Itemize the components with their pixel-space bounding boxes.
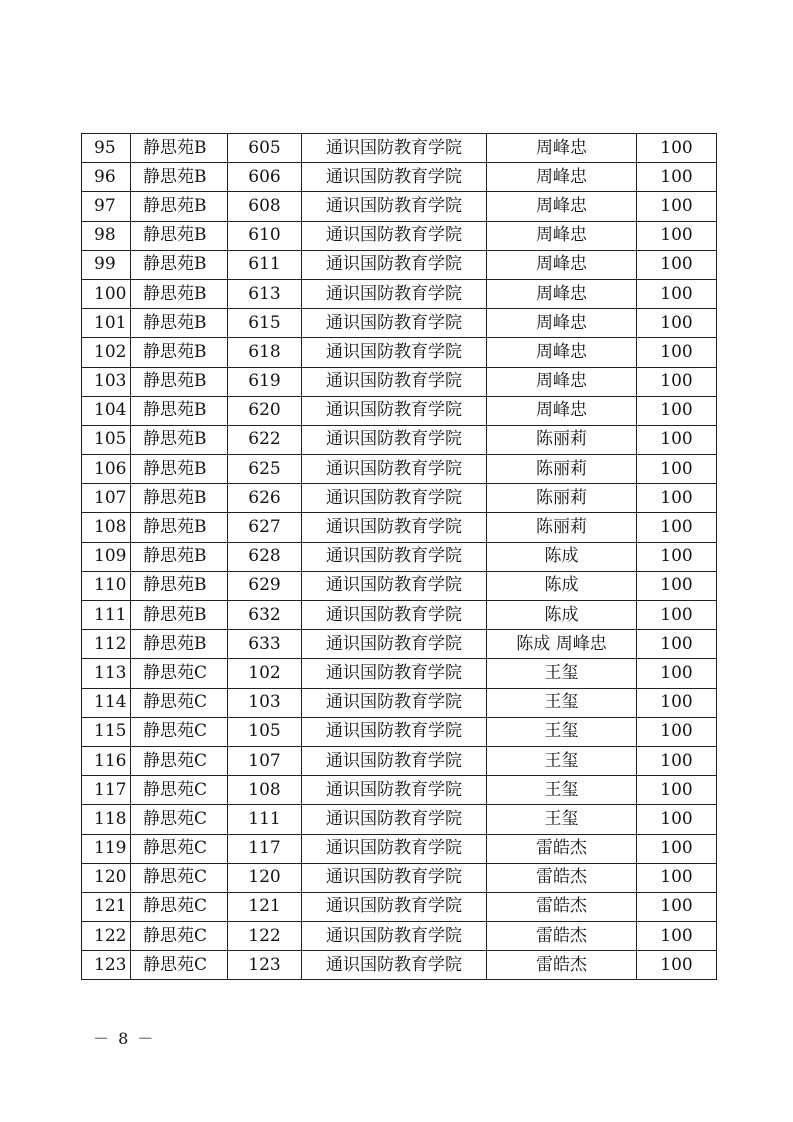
row-number-cell: 95 — [82, 134, 131, 163]
row-number-cell: 118 — [82, 805, 131, 834]
college-cell: 通识国防教育学院 — [302, 834, 487, 863]
building-cell: 静思苑B — [131, 455, 228, 484]
row-number-cell: 107 — [82, 484, 131, 513]
table-row — [82, 367, 717, 396]
room-number-cell: 608 — [228, 192, 302, 221]
row-number-cell: 114 — [82, 688, 131, 717]
instructor-cell: 周峰忠 — [487, 309, 637, 338]
row-number-cell: 120 — [82, 863, 131, 892]
score-cell: 100 — [637, 192, 717, 221]
page-number: － 8 － — [93, 1029, 156, 1048]
building-cell: 静思苑B — [131, 134, 228, 163]
building-cell: 静思苑B — [131, 425, 228, 454]
building-cell: 静思苑C — [131, 688, 228, 717]
row-number-cell: 100 — [82, 279, 131, 308]
instructor-cell: 王玺 — [487, 659, 637, 688]
room-number-cell: 632 — [228, 601, 302, 630]
instructor-cell: 周峰忠 — [487, 221, 637, 250]
score-cell: 100 — [637, 250, 717, 279]
college-cell: 通识国防教育学院 — [302, 571, 487, 600]
college-cell: 通识国防教育学院 — [302, 542, 487, 571]
instructor-cell: 雷皓杰 — [487, 863, 637, 892]
row-number-cell: 105 — [82, 425, 131, 454]
building-cell: 静思苑B — [131, 279, 228, 308]
table-row — [82, 688, 717, 717]
college-cell: 通识国防教育学院 — [302, 367, 487, 396]
college-cell: 通识国防教育学院 — [302, 688, 487, 717]
room-number-cell: 111 — [228, 805, 302, 834]
room-number-cell: 620 — [228, 396, 302, 425]
college-cell: 通识国防教育学院 — [302, 659, 487, 688]
row-number-cell: 108 — [82, 513, 131, 542]
building-cell: 静思苑B — [131, 542, 228, 571]
college-cell: 通识国防教育学院 — [302, 134, 487, 163]
building-cell: 静思苑C — [131, 717, 228, 746]
score-cell: 100 — [637, 396, 717, 425]
dormitory-score-table — [81, 133, 717, 980]
college-cell: 通识国防教育学院 — [302, 805, 487, 834]
table-row — [82, 601, 717, 630]
instructor-cell: 王玺 — [487, 717, 637, 746]
building-cell: 静思苑C — [131, 951, 228, 980]
table-body — [82, 134, 717, 980]
room-number-cell: 611 — [228, 250, 302, 279]
college-cell: 通识国防教育学院 — [302, 513, 487, 542]
room-number-cell: 123 — [228, 951, 302, 980]
table-row — [82, 338, 717, 367]
college-cell: 通识国防教育学院 — [302, 951, 487, 980]
building-cell: 静思苑C — [131, 892, 228, 921]
room-number-cell: 626 — [228, 484, 302, 513]
instructor-cell: 周峰忠 — [487, 367, 637, 396]
row-number-cell: 111 — [82, 601, 131, 630]
instructor-cell: 雷皓杰 — [487, 951, 637, 980]
college-cell: 通识国防教育学院 — [302, 338, 487, 367]
instructor-cell: 陈丽莉 — [487, 425, 637, 454]
college-cell: 通识国防教育学院 — [302, 630, 487, 659]
room-number-cell: 103 — [228, 688, 302, 717]
instructor-cell: 王玺 — [487, 805, 637, 834]
room-number-cell: 622 — [228, 425, 302, 454]
building-cell: 静思苑C — [131, 922, 228, 951]
instructor-cell: 陈丽莉 — [487, 513, 637, 542]
building-cell: 静思苑B — [131, 163, 228, 192]
table-row — [82, 542, 717, 571]
college-cell: 通识国防教育学院 — [302, 746, 487, 775]
row-number-cell: 123 — [82, 951, 131, 980]
table-row — [82, 425, 717, 454]
room-number-cell: 102 — [228, 659, 302, 688]
score-cell: 100 — [637, 892, 717, 921]
score-cell: 100 — [637, 630, 717, 659]
score-cell: 100 — [637, 279, 717, 308]
row-number-cell: 112 — [82, 630, 131, 659]
table-row — [82, 192, 717, 221]
room-number-cell: 122 — [228, 922, 302, 951]
score-cell: 100 — [637, 776, 717, 805]
instructor-cell: 雷皓杰 — [487, 892, 637, 921]
table-row — [82, 951, 717, 980]
room-number-cell: 606 — [228, 163, 302, 192]
table-row — [82, 396, 717, 425]
building-cell: 静思苑C — [131, 776, 228, 805]
score-cell: 100 — [637, 484, 717, 513]
college-cell: 通识国防教育学院 — [302, 279, 487, 308]
row-number-cell: 109 — [82, 542, 131, 571]
room-number-cell: 107 — [228, 746, 302, 775]
score-cell: 100 — [637, 805, 717, 834]
room-number-cell: 108 — [228, 776, 302, 805]
row-number-cell: 121 — [82, 892, 131, 921]
score-cell: 100 — [637, 601, 717, 630]
table-row — [82, 863, 717, 892]
room-number-cell: 613 — [228, 279, 302, 308]
table-row — [82, 922, 717, 951]
row-number-cell: 106 — [82, 455, 131, 484]
instructor-cell: 陈成 周峰忠 — [487, 630, 637, 659]
table-row — [82, 805, 717, 834]
instructor-cell: 王玺 — [487, 776, 637, 805]
instructor-cell: 陈成 — [487, 571, 637, 600]
room-number-cell: 615 — [228, 309, 302, 338]
building-cell: 静思苑C — [131, 863, 228, 892]
college-cell: 通识国防教育学院 — [302, 309, 487, 338]
row-number-cell: 117 — [82, 776, 131, 805]
building-cell: 静思苑B — [131, 630, 228, 659]
row-number-cell: 98 — [82, 221, 131, 250]
score-cell: 100 — [637, 571, 717, 600]
score-cell: 100 — [637, 367, 717, 396]
table-row — [82, 513, 717, 542]
building-cell: 静思苑C — [131, 659, 228, 688]
instructor-cell: 周峰忠 — [487, 250, 637, 279]
score-cell: 100 — [637, 951, 717, 980]
row-number-cell: 116 — [82, 746, 131, 775]
college-cell: 通识国防教育学院 — [302, 892, 487, 921]
college-cell: 通识国防教育学院 — [302, 601, 487, 630]
building-cell: 静思苑C — [131, 834, 228, 863]
score-cell: 100 — [637, 542, 717, 571]
instructor-cell: 周峰忠 — [487, 163, 637, 192]
table-row — [82, 455, 717, 484]
score-cell: 100 — [637, 659, 717, 688]
instructor-cell: 陈丽莉 — [487, 455, 637, 484]
building-cell: 静思苑B — [131, 338, 228, 367]
score-cell: 100 — [637, 513, 717, 542]
row-number-cell: 115 — [82, 717, 131, 746]
building-cell: 静思苑C — [131, 746, 228, 775]
room-number-cell: 120 — [228, 863, 302, 892]
score-cell: 100 — [637, 688, 717, 717]
score-cell: 100 — [637, 717, 717, 746]
instructor-cell: 雷皓杰 — [487, 834, 637, 863]
building-cell: 静思苑B — [131, 367, 228, 396]
room-number-cell: 121 — [228, 892, 302, 921]
table-row — [82, 892, 717, 921]
table-row — [82, 659, 717, 688]
row-number-cell: 102 — [82, 338, 131, 367]
college-cell: 通识国防教育学院 — [302, 221, 487, 250]
table-row — [82, 571, 717, 600]
row-number-cell: 122 — [82, 922, 131, 951]
room-number-cell: 619 — [228, 367, 302, 396]
table-row — [82, 309, 717, 338]
row-number-cell: 101 — [82, 309, 131, 338]
table-row — [82, 279, 717, 308]
instructor-cell: 雷皓杰 — [487, 922, 637, 951]
score-cell: 100 — [637, 746, 717, 775]
building-cell: 静思苑B — [131, 396, 228, 425]
college-cell: 通识国防教育学院 — [302, 192, 487, 221]
instructor-cell: 周峰忠 — [487, 396, 637, 425]
row-number-cell: 96 — [82, 163, 131, 192]
instructor-cell: 王玺 — [487, 688, 637, 717]
room-number-cell: 618 — [228, 338, 302, 367]
college-cell: 通识国防教育学院 — [302, 250, 487, 279]
building-cell: 静思苑B — [131, 571, 228, 600]
score-cell: 100 — [637, 163, 717, 192]
instructor-cell: 王玺 — [487, 746, 637, 775]
building-cell: 静思苑B — [131, 484, 228, 513]
instructor-cell: 周峰忠 — [487, 192, 637, 221]
score-cell: 100 — [637, 134, 717, 163]
room-number-cell: 633 — [228, 630, 302, 659]
row-number-cell: 99 — [82, 250, 131, 279]
table-row — [82, 776, 717, 805]
room-number-cell: 105 — [228, 717, 302, 746]
table-row — [82, 134, 717, 163]
college-cell: 通识国防教育学院 — [302, 484, 487, 513]
score-cell: 100 — [637, 455, 717, 484]
building-cell: 静思苑B — [131, 192, 228, 221]
row-number-cell: 110 — [82, 571, 131, 600]
table-row — [82, 746, 717, 775]
score-cell: 100 — [637, 309, 717, 338]
room-number-cell: 610 — [228, 221, 302, 250]
table-row — [82, 250, 717, 279]
college-cell: 通识国防教育学院 — [302, 396, 487, 425]
instructor-cell: 周峰忠 — [487, 134, 637, 163]
instructor-cell: 周峰忠 — [487, 279, 637, 308]
room-number-cell: 625 — [228, 455, 302, 484]
score-cell: 100 — [637, 863, 717, 892]
table-row — [82, 834, 717, 863]
table-row — [82, 717, 717, 746]
row-number-cell: 97 — [82, 192, 131, 221]
score-cell: 100 — [637, 834, 717, 863]
table-row — [82, 163, 717, 192]
building-cell: 静思苑B — [131, 601, 228, 630]
table-row — [82, 484, 717, 513]
building-cell: 静思苑B — [131, 309, 228, 338]
room-number-cell: 629 — [228, 571, 302, 600]
room-number-cell: 605 — [228, 134, 302, 163]
score-cell: 100 — [637, 338, 717, 367]
instructor-cell: 陈丽莉 — [487, 484, 637, 513]
row-number-cell: 104 — [82, 396, 131, 425]
room-number-cell: 627 — [228, 513, 302, 542]
row-number-cell: 103 — [82, 367, 131, 396]
building-cell: 静思苑C — [131, 805, 228, 834]
room-number-cell: 117 — [228, 834, 302, 863]
college-cell: 通识国防教育学院 — [302, 717, 487, 746]
row-number-cell: 119 — [82, 834, 131, 863]
college-cell: 通识国防教育学院 — [302, 863, 487, 892]
college-cell: 通识国防教育学院 — [302, 922, 487, 951]
instructor-cell: 陈成 — [487, 601, 637, 630]
building-cell: 静思苑B — [131, 221, 228, 250]
table-row — [82, 630, 717, 659]
college-cell: 通识国防教育学院 — [302, 455, 487, 484]
row-number-cell: 113 — [82, 659, 131, 688]
building-cell: 静思苑B — [131, 250, 228, 279]
score-cell: 100 — [637, 922, 717, 951]
college-cell: 通识国防教育学院 — [302, 163, 487, 192]
instructor-cell: 陈成 — [487, 542, 637, 571]
building-cell: 静思苑B — [131, 513, 228, 542]
score-cell: 100 — [637, 425, 717, 454]
table-row — [82, 221, 717, 250]
room-number-cell: 628 — [228, 542, 302, 571]
college-cell: 通识国防教育学院 — [302, 776, 487, 805]
score-cell: 100 — [637, 221, 717, 250]
instructor-cell: 周峰忠 — [487, 338, 637, 367]
college-cell: 通识国防教育学院 — [302, 425, 487, 454]
